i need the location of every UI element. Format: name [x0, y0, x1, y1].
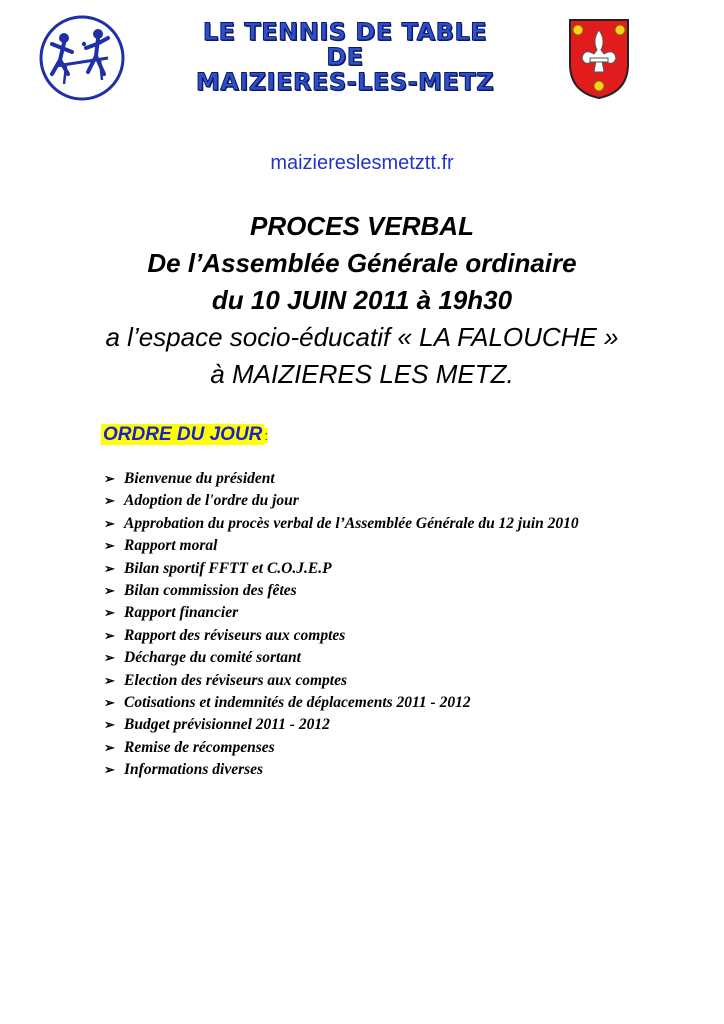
agenda-item: [104, 670, 579, 692]
agenda-item-label: Bilan commission des fêtes: [124, 582, 297, 600]
pv-title: PROCES VERBAL: [250, 211, 474, 241]
ordre-du-jour-colon: :: [264, 428, 269, 443]
agenda-item-label: Adoption de l'ordre du jour: [124, 492, 299, 510]
agenda-item: [104, 558, 579, 580]
arrow-bullet-icon: ➢: [104, 762, 115, 778]
table-tennis-players-logo-icon: [38, 14, 126, 102]
agenda-item-label: Bilan sportif FFTT et C.O.J.E.P: [124, 559, 332, 577]
agenda-item: [104, 692, 579, 714]
arrow-bullet-icon: ➢: [104, 627, 115, 643]
pv-subtitle: De l’Assemblée Générale ordinaire: [147, 248, 577, 278]
fleur-de-lis-coat-of-arms-icon: [564, 14, 634, 102]
pv-date: du 10 JUIN 2011 à 19h30: [211, 285, 513, 315]
agenda-list: [104, 468, 579, 782]
arrow-bullet-icon: ➢: [104, 560, 115, 576]
agenda-item-label: Bienvenue du président: [124, 470, 275, 487]
agenda-item: [104, 759, 579, 781]
arrow-bullet-icon: ➢: [104, 650, 115, 666]
club-title-line-2: DE: [326, 43, 364, 71]
arrow-bullet-icon: ➢: [104, 583, 115, 599]
agenda-item-label: Cotisations et indemnités de déplacements 2011 - 2012: [124, 694, 471, 712]
agenda-item: [104, 535, 579, 557]
arrow-bullet-icon: ➢: [104, 695, 115, 711]
pv-city: à MAIZIERES LES METZ.: [210, 359, 514, 389]
arrow-bullet-icon: ➢: [104, 471, 115, 486]
agenda-item: [104, 737, 579, 759]
arrow-bullet-icon: ➢: [104, 672, 115, 688]
pv-venue: a l’espace socio-éducatif « LA FALOUCHE »: [105, 322, 619, 352]
arrow-bullet-icon: ➢: [104, 515, 115, 531]
ordre-du-jour-heading: [101, 424, 268, 446]
arrow-bullet-icon: ➢: [104, 717, 115, 733]
club-title: [130, 20, 560, 95]
agenda-item-label: Informations diverses: [124, 761, 264, 779]
agenda-item-label: Budget prévisionnel 2011 - 2012: [124, 716, 330, 734]
agenda-item: [104, 647, 579, 669]
agenda-item: [104, 513, 579, 535]
agenda-item: [104, 714, 579, 736]
agenda-item: [104, 580, 579, 602]
agenda-item: [104, 625, 579, 647]
agenda-item-label: Décharge du comité sortant: [124, 649, 301, 667]
agenda-item-label: Rapport financier: [124, 604, 239, 622]
agenda-item: [104, 602, 579, 624]
agenda-item-label: Rapport moral: [124, 537, 218, 555]
club-title-line-1: LE TENNIS DE TABLE: [202, 18, 488, 46]
agenda-item: [104, 468, 579, 490]
website-link[interactable]: maiziereslesmetztt.fr: [270, 152, 454, 174]
arrow-bullet-icon: ➢: [104, 605, 115, 621]
arrow-bullet-icon: ➢: [104, 739, 115, 755]
arrow-bullet-icon: ➢: [104, 538, 115, 554]
club-title-line-3: MAIZIERES-LES-METZ: [195, 68, 495, 96]
proces-verbal-heading: [0, 208, 724, 393]
agenda-item-label: Approbation du procès verbal de l’Assemblée Générale du 12 juin 2010: [124, 514, 579, 532]
ordre-du-jour-title: ORDRE DU JOUR: [103, 424, 263, 445]
agenda-item: [104, 490, 579, 512]
page-header: [0, 0, 724, 110]
arrow-bullet-icon: ➢: [104, 493, 115, 509]
agenda-item-label: Election des réviseurs aux comptes: [124, 671, 348, 689]
agenda-item-label: Remise de récompenses: [124, 738, 275, 756]
agenda-item-label: Rapport des réviseurs aux comptes: [124, 626, 346, 644]
